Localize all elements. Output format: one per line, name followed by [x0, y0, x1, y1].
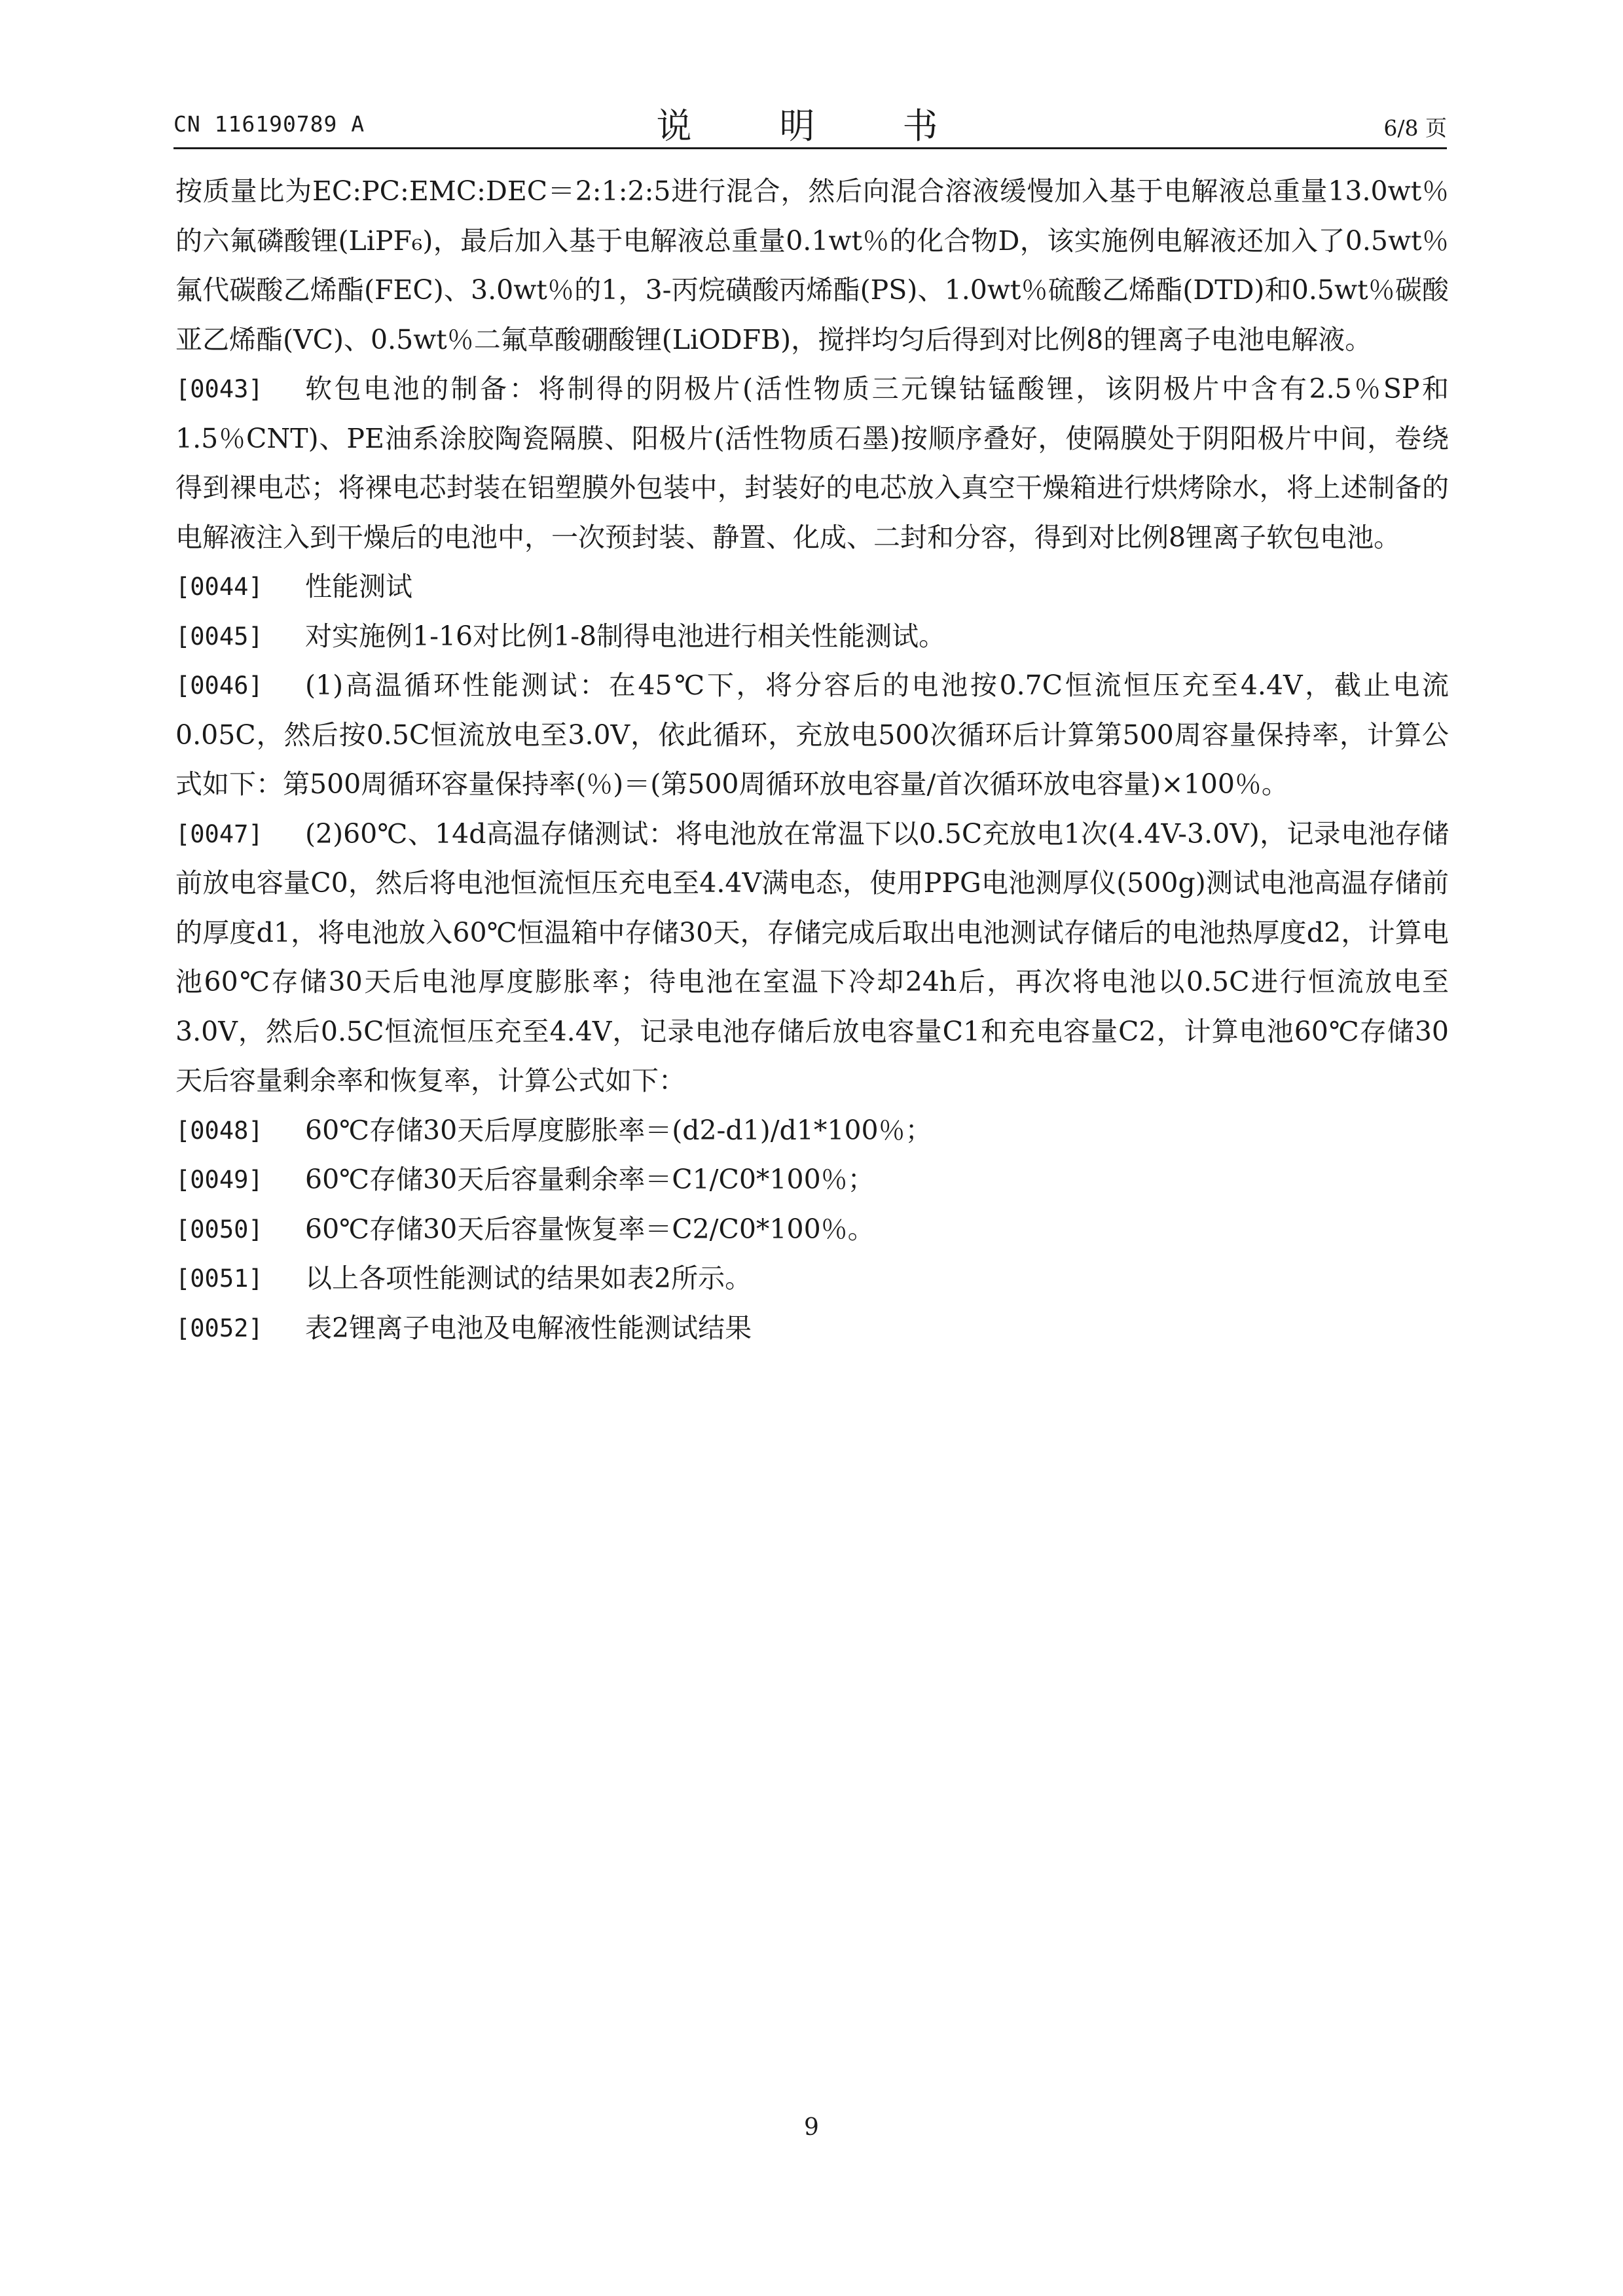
paragraph-text: 表2锂离子电池及电解液性能测试结果 [305, 1312, 752, 1344]
paragraph-text: 60℃存储30天后厚度膨胀率＝(d2-d1)/d1*100％； [305, 1114, 932, 1146]
paragraph-number: [0048] [175, 1116, 263, 1145]
paragraph-0048 [175, 1106, 1449, 1156]
patent-number: CN 116190789 A [173, 111, 365, 137]
paragraph-text: 按质量比为EC:PC:EMC:DEC＝2:1:2:5进行混合，然后向混合溶液缓慢加入基于电解液总重量13.0wt％的六氟磷酸锂(LiPF₆)，最后加入基于电解液总重量0.1wt％的化合物D，该实施例电解液还加入了0.5wt％氟代碳酸乙烯酯(FEC)、3.0wt％的1，3-丙烷磺酸丙烯酯(PS)、1.0wt％硫酸乙烯酯(DTD)和0.5wt％碳酸亚乙烯酯(VC)、0.5wt％二氟草酸硼酸锂(LiODFB)，搅拌均匀后得到对比例8的锂离子电池电解液。 [175, 175, 1449, 355]
paragraph-text: (2)60℃、14d高温存储测试：将电池放在常温下以0.5C充放电1次(4.4V-3.0V)，记录电池存储前放电容量C0，然后将电池恒流恒压充电至4.4V满电态，使用PPG电池测厚仪(500g)测试电池高温存储前的厚度d1，将电池放入60℃恒温箱中存储30天，存储完成后取出电池测试存储后的电池热厚度d2，计算电池60℃存储30天后电池厚度膨胀率；待电池在室温下冷却24h后，再次将电池以0.5C进行恒流放电至3.0V，然后0.5C恒流恒压充至4.4V，记录电池存储后放电容量C1和充电容量C2，计算电池60℃存储30天后容量剩余率和恢复率，计算公式如下： [175, 817, 1449, 1096]
paragraph-0052 [175, 1304, 1449, 1354]
header-divider [173, 147, 1447, 149]
paragraph-number: [0044] [175, 573, 263, 601]
paragraph-0050 [175, 1205, 1449, 1255]
paragraph-0046 [175, 661, 1449, 810]
paragraph-number: [0052] [175, 1314, 263, 1342]
paragraph-0044 [175, 562, 1449, 612]
paragraph-text: 软包电池的制备：将制得的阴极片(活性物质三元镍钴锰酸锂，该阴极片中含有2.5％SP和1.5％CNT)、PE油系涂胶陶瓷隔膜、阳极片(活性物质石墨)按顺序叠好，使隔膜处于阴阳极片中间，卷绕得到裸电芯；将裸电芯封装在铝塑膜外包装中，封装好的电芯放入真空干燥箱进行烘烤除水，将上述制备的电解液注入到干燥后的电池中，一次预封装、静置、化成、二封和分容，得到对比例8锂离子软包电池。 [175, 373, 1449, 553]
paragraph-number: [0045] [175, 622, 263, 651]
paragraph-text: 对实施例1-16对比例1-8制得电池进行相关性能测试。 [305, 620, 946, 652]
document-body [175, 167, 1449, 1353]
document-title: 说 明 书 [656, 105, 964, 147]
paragraph-text: 性能测试 [305, 571, 412, 602]
paragraph-number: [0051] [175, 1265, 263, 1293]
paragraph-text: 60℃存储30天后容量剩余率＝C1/C0*100％； [305, 1164, 875, 1195]
paragraph-number: [0049] [175, 1166, 263, 1194]
paragraph-0049 [175, 1155, 1449, 1205]
paragraph-0043 [175, 365, 1449, 562]
paragraph-number: [0050] [175, 1215, 263, 1244]
paragraph-text: 60℃存储30天后容量恢复率＝C2/C0*100％。 [305, 1213, 875, 1245]
paragraph-0051 [175, 1254, 1449, 1304]
paragraph-0045 [175, 612, 1449, 662]
page-header [173, 98, 1447, 151]
paragraph-continued [175, 167, 1449, 365]
paragraph-number: [0047] [175, 819, 263, 848]
paragraph-number: [0046] [175, 672, 263, 700]
paragraph-text: (1)高温循环性能测试：在45℃下，将分容后的电池按0.7C恒流恒压充至4.4V，截止电流0.05C，然后按0.5C恒流放电至3.0V，依此循环，充放电500次循环后计算第500周容量保持率，计算公式如下：第500周循环容量保持率(％)＝(第500周循环放电容量/首次循环放电容量)×100％。 [175, 670, 1449, 800]
paragraph-number: [0043] [175, 375, 263, 403]
page-number: 9 [804, 2114, 819, 2141]
page-indicator: 6/8 页 [1383, 115, 1447, 141]
paragraph-0047 [175, 810, 1449, 1106]
paragraph-text: 以上各项性能测试的结果如表2所示。 [305, 1263, 752, 1294]
